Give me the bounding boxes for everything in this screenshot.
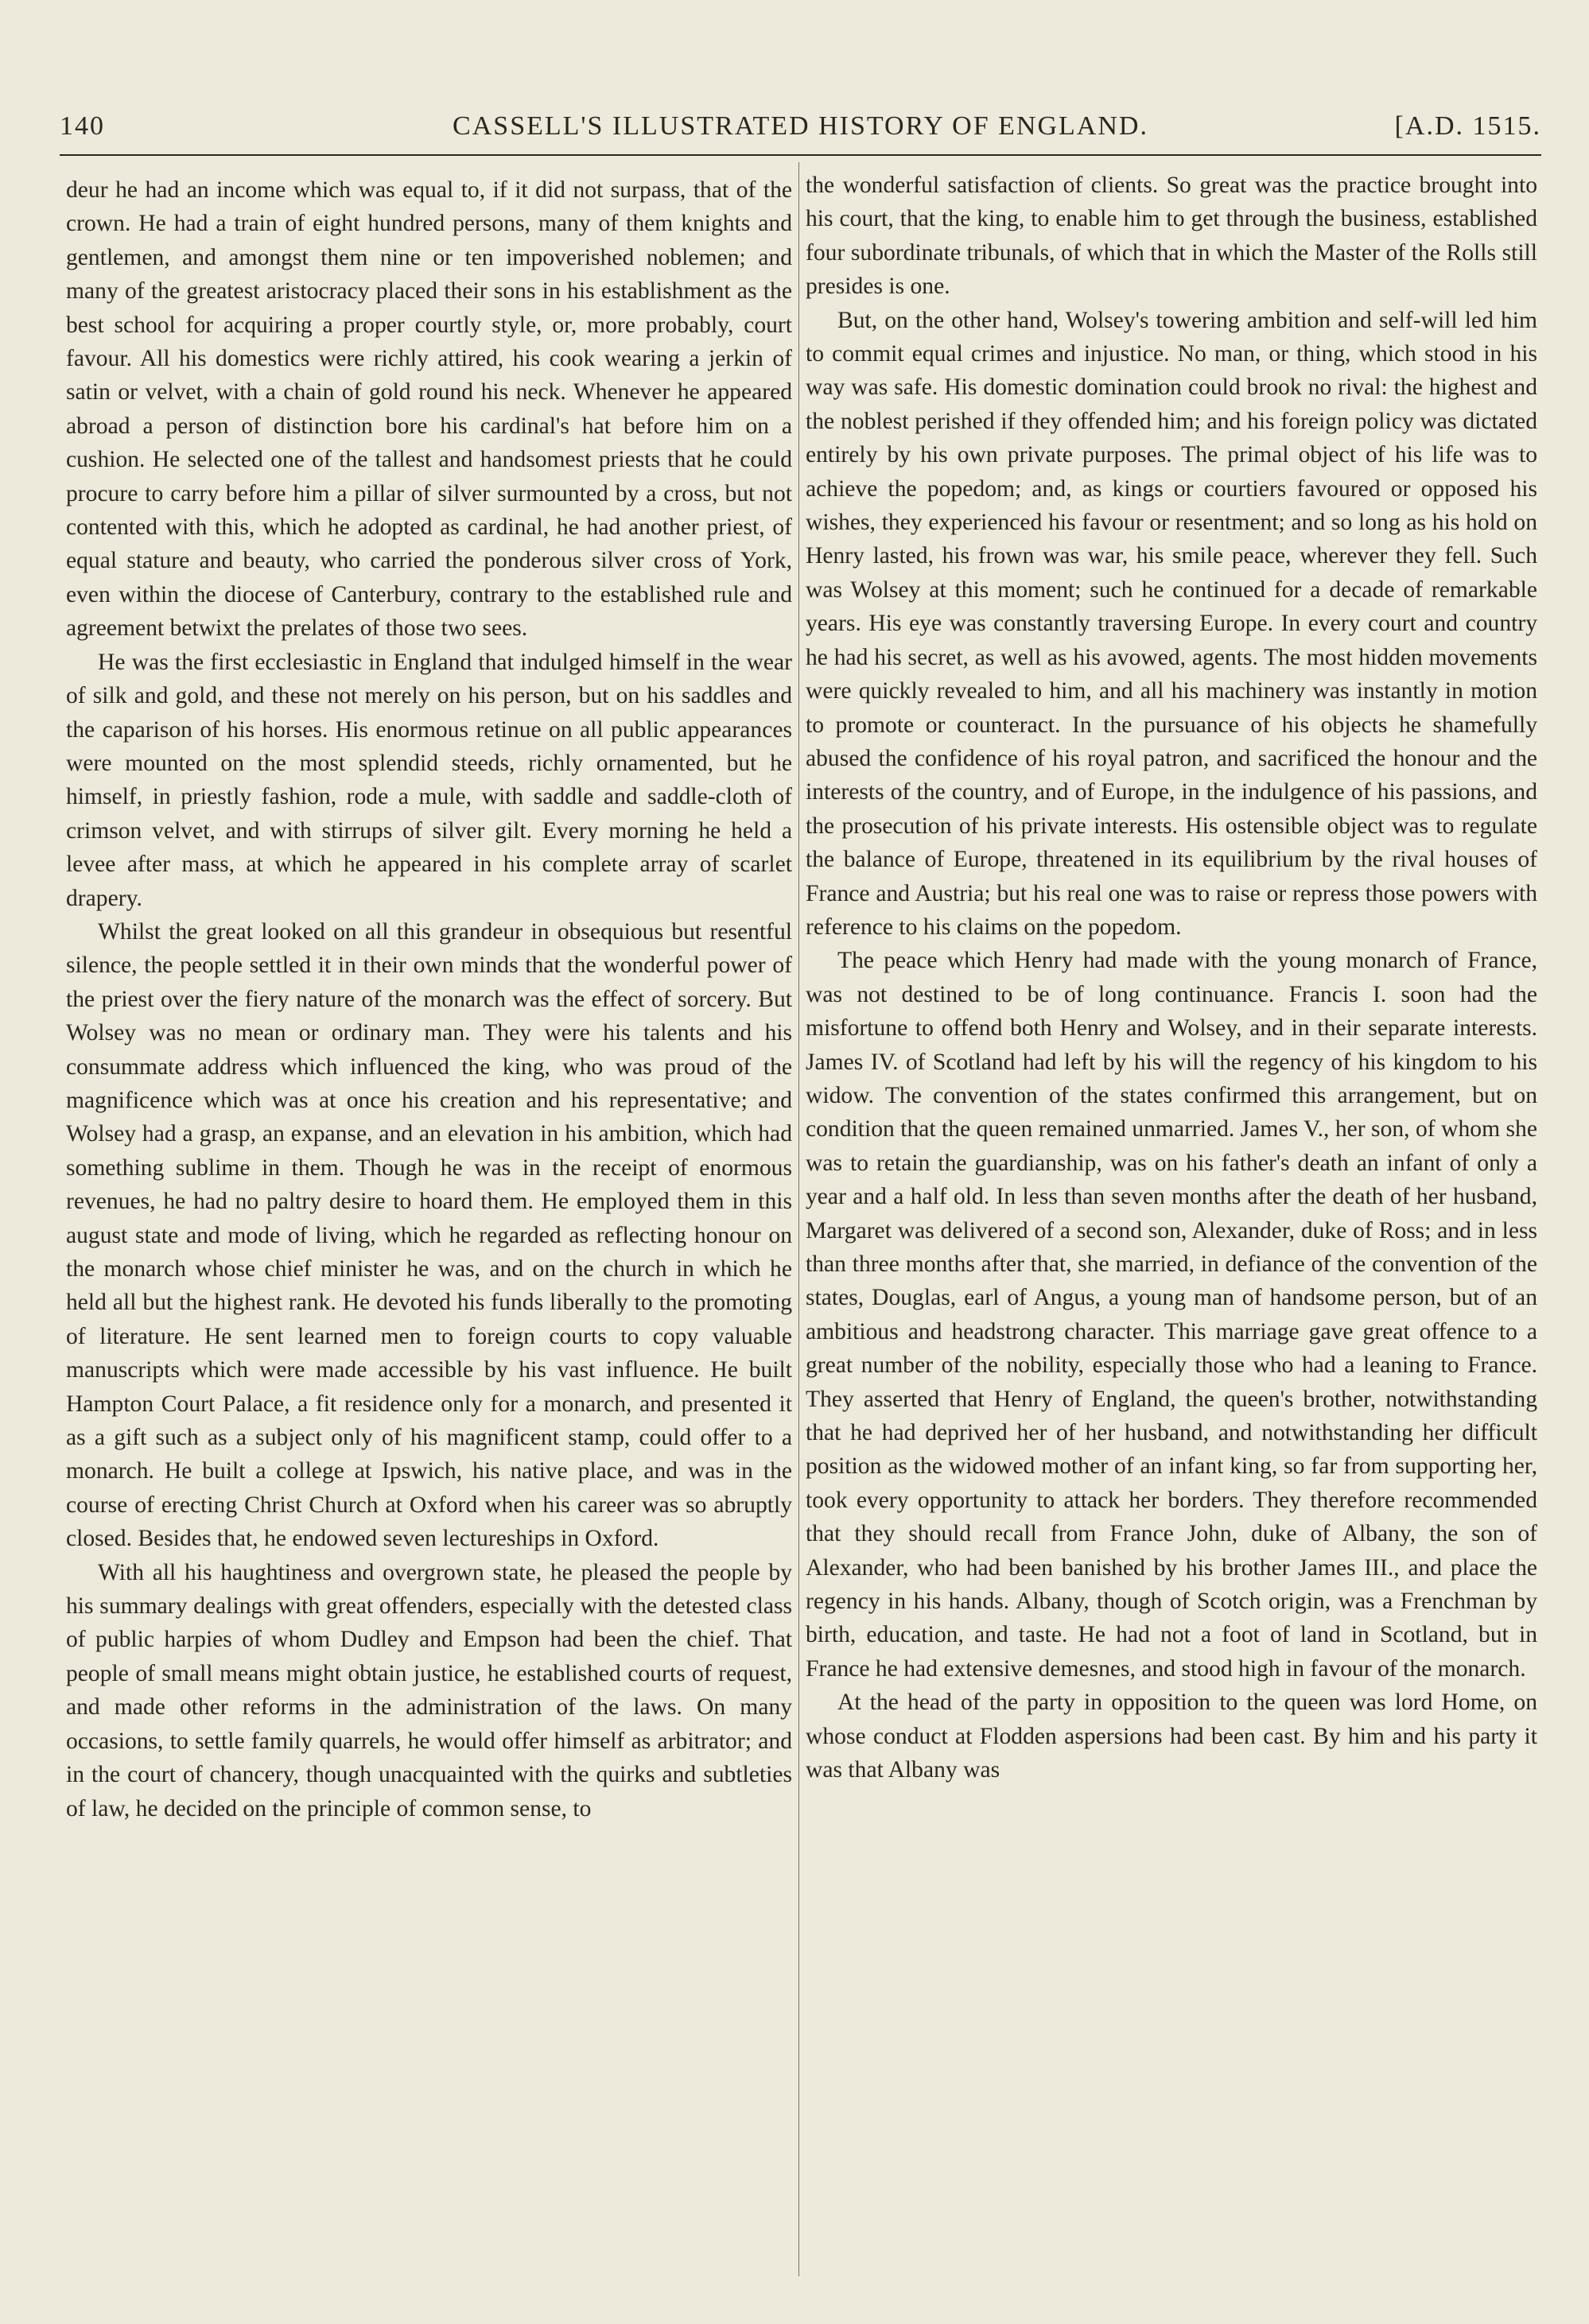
- header-rule: [60, 154, 1541, 156]
- paragraph: He was the first ecclesiastic in England that indulged himself in the wear of silk and gold, and these not merely on his person, but on his saddles and the caparison of his horses. His enormous retinue on all public appearances were mounted on the most splendid steeds, richly ornamented, but he himself, in priestly fashion, rode a mule, with saddle and saddle-cloth of crimson velvet, and with stirrups of silver gilt. Every morning he held a levee after mass, at which he appeared in his complete array of scarlet drapery.: [66, 649, 792, 911]
- paragraph: the wonderful satisfaction of clients. So great was the practice brought into his court, that the king, to enable him to get through the business, established four subordinate tribunals, of which that in which the Master of the Rolls still presides is one.: [806, 173, 1537, 300]
- paragraph: Whilst the great looked on all this grandeur in obsequious but resentful silence, the people settled it in their own minds that the wonderful power of the priest over the fiery nature of the monarch was the effect of sorcery. But Wolsey was no mean or ordinary man. They were his talents and his consummate address which influenced the king, who was proud of the magnificence which was at once his creation and his representative; and Wolsey had a grasp, an expanse, and an elevation in his ambition, which had something sublime in them. Though he was in the receipt of enormous revenues, he had no paltry desire to hoard them. He employed them in this august state and mode of living, which he regarded as reflecting honour on the monarch whose chief minister he was, and on the church in which he held all but the highest rank. He devoted his funds liberally to the promoting of literature. He sent learned men to foreign courts to copy valuable manuscripts which were made accessible by his vast influence. He built Hampton Court Palace, a fit residence only for a monarch, and presented it as a gift such as a subject only of his magnificent stamp, could offer to a monarch. He built a college at Ipswich, his native place, and was in the course of erecting Christ Church at Oxford when his career was so abruptly closed. Besides that, he endowed seven lectureships in Oxford.: [66, 918, 792, 1552]
- paragraph: deur he had an income which was equal to, if it did not surpass, that of the crown. He had a train of eight hundred persons, many of them knights and gentlemen, and amongst them nine or ten impoverished noblemen; and many of the greatest aristocracy placed their sons in his establishment as the best school for acquiring a proper courtly style, or, more probably, court favour. All his domestics were richly attired, his cook wearing a jerkin of satin or velvet, with a chain of gold round his neck. Whenever he appeared abroad a person of distinction bore his cardinal's hat before him on a cushion. He selected one of the tallest and handsomest priests that he could procure to carry before him a pillar of silver surmounted by a cross, but not contented with this, which he adopted as cardinal, he had another priest, of equal stature and beauty, who carried the ponderous silver cross of York, even within the diocese of Canterbury, contrary to the established rule and agreement betwixt the prelates of those two sees.: [66, 177, 792, 642]
- paragraph: With all his haughtiness and overgrown state, he pleased the people by his summary dealings with great offenders, especially with the detested class of public harpies of whom Dudley and Empson had been the chief. That people of small means might obtain justice, he established courts of request, and made other reforms in the administration of the laws. On many occasions, to settle family quarrels, he would offer himself as arbitrator; and in the court of chancery, though unacquainted with the quirks and subtleties of law, he decided on the principle of common sense, to: [66, 1559, 792, 1822]
- paragraph: But, on the other hand, Wolsey's towering ambition and self-will led him to commit equal crimes and injustice. No man, or thing, which stood in his way was safe. His domestic domination could brook no rival: the highest and the noblest perished if they offended him; and his foreign policy was dictated entirely by his own private purposes. The primal object of his life was to achieve the popedom; and, as kings or courtiers favoured or opposed his wishes, they experienced his favour or resentment; and so long as his hold on Henry lasted, his frown was war, his smile peace, wherever they fell. Such was Wolsey at this moment; such he continued for a decade of remarkable years. His eye was constantly traversing Europe. In every court and country he had his secret, as well as his avowed, agents. The most hidden movements were quickly revealed to him, and all his machinery was instantly in motion to promote or counteract. In the pursuance of his objects he shamefully abused the confidence of his royal patron, and sacrificed the honour and the interests of the country, and of Europe, in the indulgence of his passions, and the prosecution of his private interests. His ostensible object was to regulate the balance of Europe, threatened in its equilibrium by the rival houses of France and Austria; but his real one was to raise or repress those powers with reference to his claims on the popedom.: [806, 307, 1537, 940]
- left-column: [66, 173, 792, 1825]
- date-reference: [A.D. 1515.: [1394, 111, 1541, 141]
- paragraph: The peace which Henry had made with the young monarch of France, was not destined to be of long continuance. Francis I. soon had the misfortune to offend both Henry and Wolsey, and in their separate interests. James IV. of Scotland had left by his will the regency of his kingdom to his widow. The convention of the states confirmed this arrangement, but on condition that the queen remained unmarried. James V., her son, of whom she was to retain the guardianship, was on his father's death an infant of only a year and a half old. In less than seven months after the death of her husband, Margaret was delivered of a second son, Alexander, duke of Ross; and in less than three months after that, she married, in defiance of the convention of the states, Douglas, earl of Angus, a young man of handsome person, but of an ambitious and headstrong character. This marriage gave great offence to a great number of the nobility, especially those who had a leaning to France. They asserted that Henry of England, the queen's brother, notwithstanding that he had deprived her of her husband, and notwithstanding her difficult position as the widowed mother of an infant king, so far from supporting her, took every opportunity to attack her borders. They therefore recommended that they should recall from France John, duke of Albany, the son of Alexander, who had been banished by his brother James III., and place the regency in his hands. Albany, though of Scotch origin, was a Frenchman by birth, education, and taste. He had not a foot of land in Scotland, but in France he had extensive demesnes, and stood high in favour of the monarch.: [806, 948, 1537, 1682]
- paragraph: At the head of the party in opposition to the queen was lord Home, on whose conduct at Flodden aspersions had been cast. By him and his party it was that Albany was: [806, 1690, 1537, 1783]
- right-column: [806, 169, 1537, 1787]
- running-title: CASSELL'S ILLUSTRATED HISTORY OF ENGLAND.: [453, 111, 1148, 141]
- column-divider: [798, 162, 799, 2276]
- page-number: 140: [60, 111, 105, 141]
- running-head: [60, 111, 1541, 151]
